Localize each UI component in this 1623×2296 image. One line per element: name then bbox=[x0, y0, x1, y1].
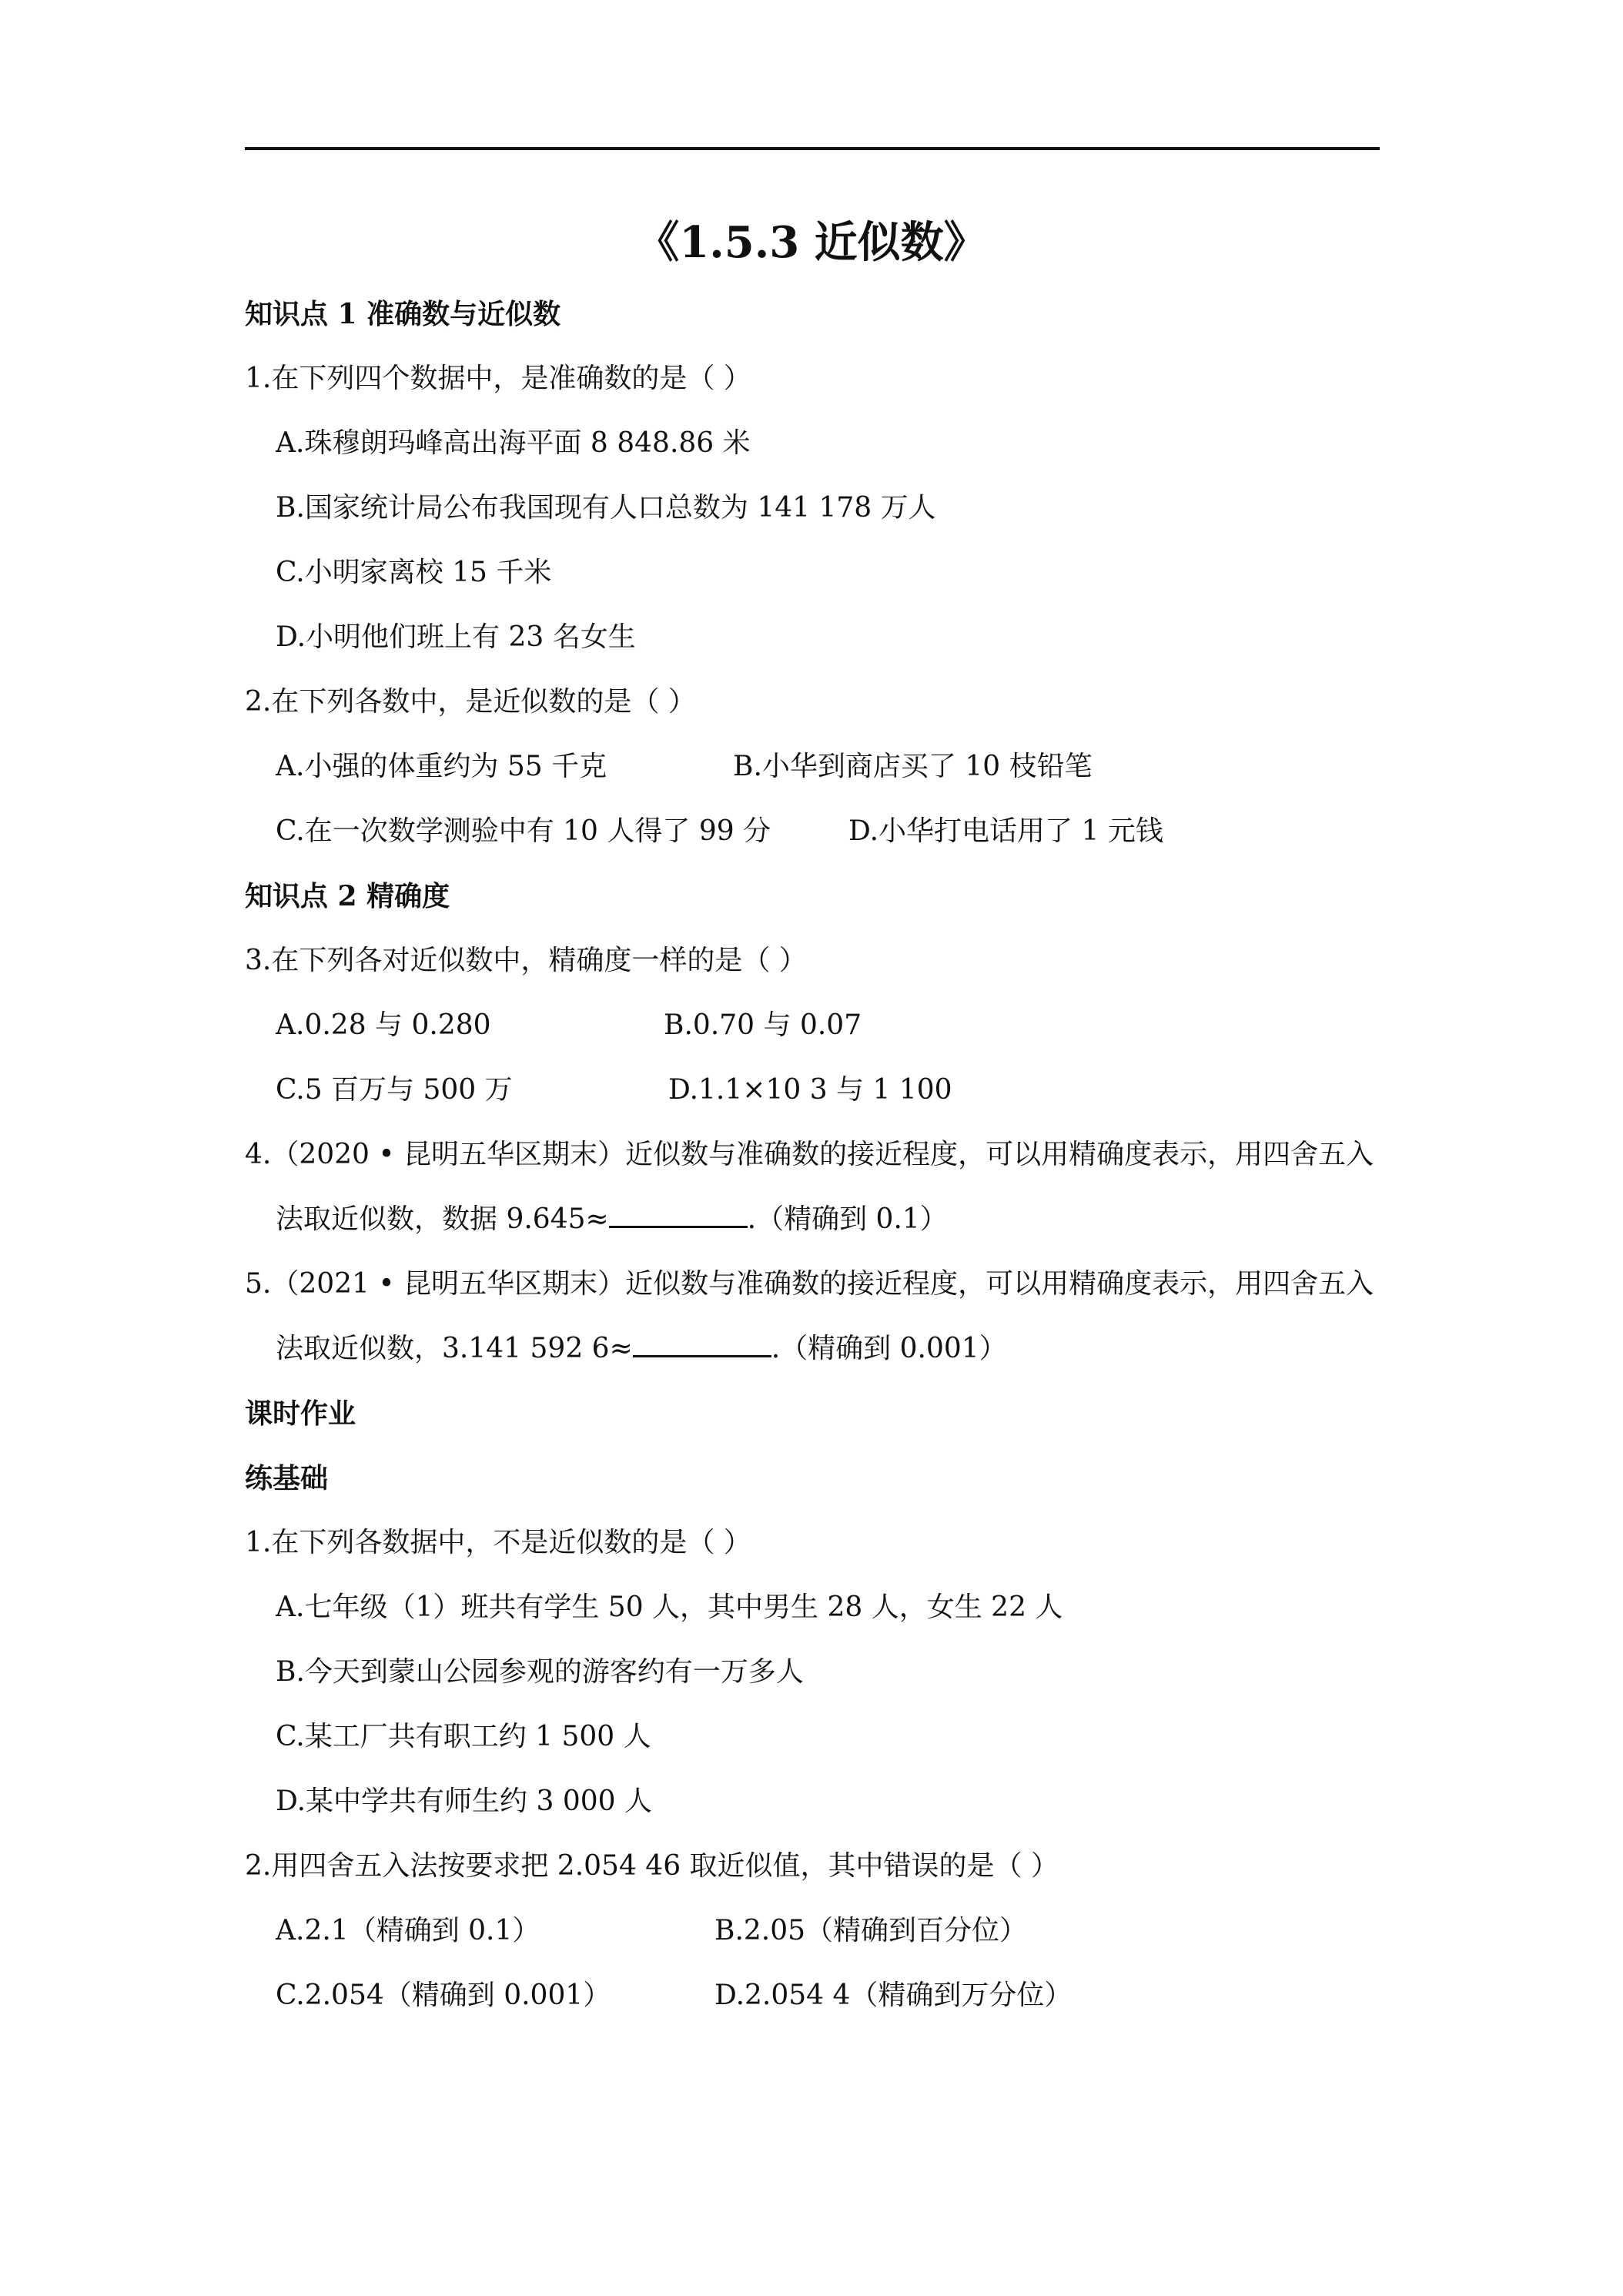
question-3-option-b: B.0.70 与 0.07 bbox=[664, 1009, 862, 1041]
question-5-text: 法取近似数，3.141 592 6≈ bbox=[276, 1333, 633, 1364]
answer-blank bbox=[633, 1332, 771, 1357]
question-4-line-1: 4.（2020 • 昆明五华区期末）近似数与准确数的接近程度，可以用精确度表示，用四舍五入 bbox=[245, 1139, 1374, 1170]
question-1-option-b: B.国家统计局公布我国现有人口总数为 141 178 万人 bbox=[276, 492, 936, 524]
homework-heading: 课时作业 bbox=[245, 1397, 356, 1430]
question-3-option-d: D.1.1×10 3 与 1 100 bbox=[668, 1074, 952, 1106]
section-heading-1: 知识点 1 准确数与近似数 bbox=[245, 298, 561, 330]
homework-question-2-option-a: A.2.1（精确到 0.1） bbox=[276, 1915, 540, 1946]
question-2-option-b: B.小华到商店买了 10 枝铅笔 bbox=[733, 751, 1093, 782]
question-5-line-1: 5.（2021 • 昆明五华区期末）近似数与准确数的接近程度，可以用精确度表示，用四舍五入 bbox=[245, 1268, 1374, 1300]
homework-question-1-option-d: D.某中学共有师生约 3 000 人 bbox=[276, 1786, 652, 1817]
homework-question-1-option-c: C.某工厂共有职工约 1 500 人 bbox=[276, 1721, 651, 1752]
question-4-line-2 bbox=[276, 1201, 948, 1238]
question-5-precision: .（精确到 0.001） bbox=[771, 1333, 1007, 1364]
question-4-precision: .（精确到 0.1） bbox=[747, 1203, 948, 1235]
question-1-stem: 1.在下列四个数据中，是准确数的是（ ） bbox=[245, 363, 751, 394]
question-2-option-d: D.小华打电话用了 1 元钱 bbox=[848, 815, 1163, 847]
homework-question-2-stem: 2.用四舍五入法按要求把 2.054 46 取近似值，其中错误的是（ ） bbox=[245, 1850, 1059, 1882]
question-1-option-a: A.珠穆朗玛峰高出海平面 8 848.86 米 bbox=[276, 427, 751, 459]
question-5-line-2 bbox=[276, 1330, 1007, 1367]
question-4-text: 法取近似数，数据 9.645≈ bbox=[276, 1203, 609, 1235]
homework-question-2-option-d: D.2.054 4（精确到万分位） bbox=[714, 1980, 1073, 2011]
question-1-option-c: C.小明家离校 15 千米 bbox=[276, 557, 552, 588]
question-3-option-c: C.5 百万与 500 万 bbox=[276, 1074, 513, 1106]
question-2-stem: 2.在下列各数中，是近似数的是（ ） bbox=[245, 686, 696, 718]
question-3-stem: 3.在下列各对近似数中，精确度一样的是（ ） bbox=[245, 945, 807, 976]
question-1-option-d: D.小明他们班上有 23 名女生 bbox=[276, 621, 636, 653]
homework-question-1-option-b: B.今天到蒙山公园参观的游客约有一万多人 bbox=[276, 1656, 804, 1688]
question-3-option-a: A.0.28 与 0.280 bbox=[276, 1009, 491, 1041]
answer-blank bbox=[609, 1203, 748, 1228]
homework-question-1-option-a: A.七年级（1）班共有学生 50 人，其中男生 28 人，女生 22 人 bbox=[276, 1591, 1063, 1623]
question-2-option-c: C.在一次数学测验中有 10 人得了 99 分 bbox=[276, 815, 771, 847]
homework-question-2-option-b: B.2.05（精确到百分位） bbox=[714, 1915, 1028, 1946]
basic-practice-heading: 练基础 bbox=[245, 1462, 329, 1494]
homework-question-1-stem: 1.在下列各数据中，不是近似数的是（ ） bbox=[245, 1527, 751, 1558]
homework-question-2-option-c: C.2.054（精确到 0.001） bbox=[276, 1980, 611, 2011]
header-rule bbox=[245, 147, 1380, 150]
page-title: 《1.5.3 近似数》 bbox=[636, 217, 987, 268]
section-heading-2: 知识点 2 精确度 bbox=[245, 880, 450, 912]
question-2-option-a: A.小强的体重约为 55 千克 bbox=[276, 751, 607, 782]
